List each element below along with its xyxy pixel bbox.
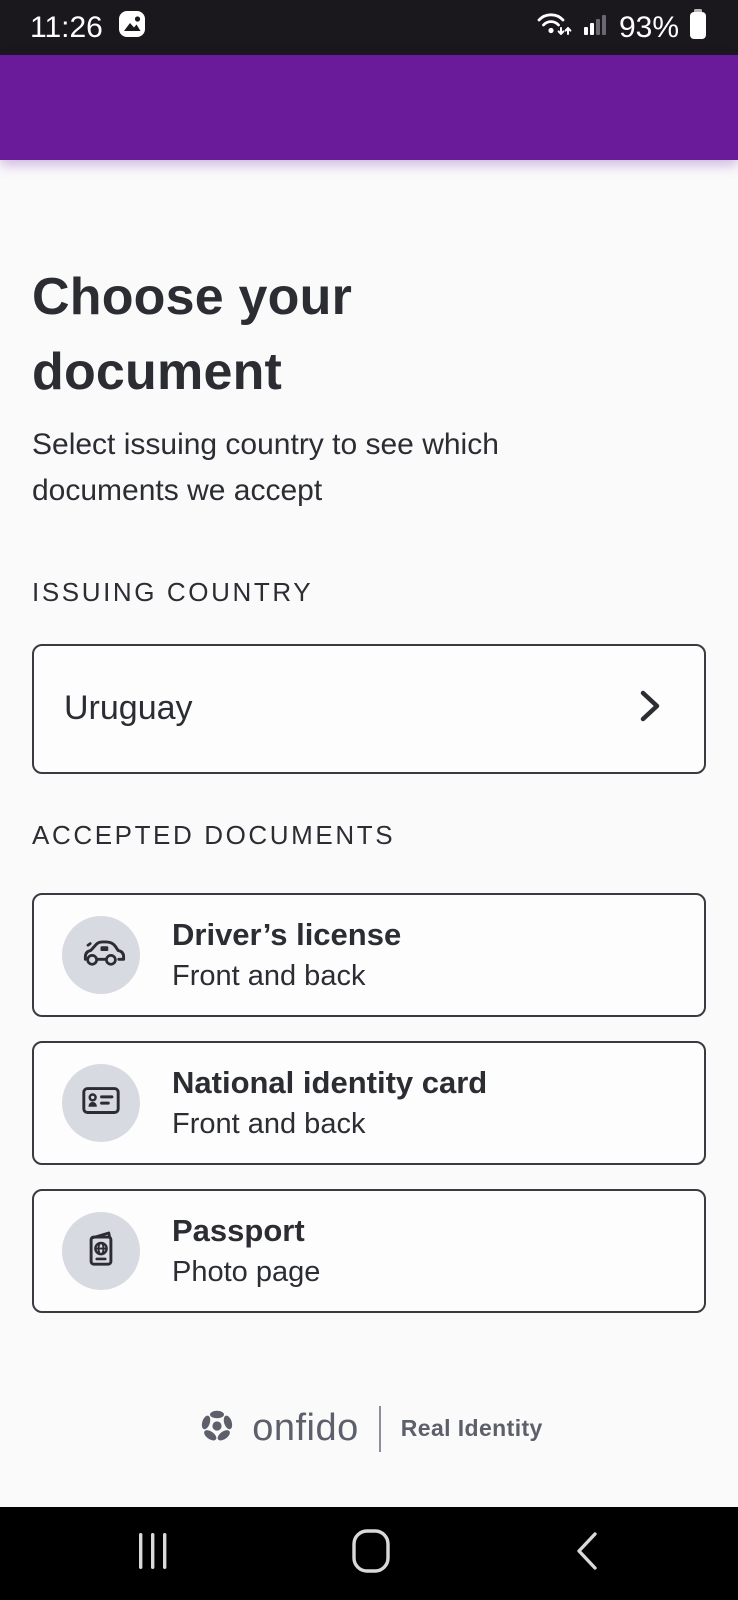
id-card-icon [76,1075,126,1130]
brand-divider [379,1406,381,1452]
recents-icon [138,1531,168,1576]
country-selected-value: Uruguay [64,689,193,728]
status-time: 11:26 [30,10,103,44]
car-icon [76,927,126,982]
doc-subtitle: Front and back [172,959,366,992]
country-selector[interactable] [32,644,706,774]
status-bar-left [30,8,148,48]
home-icon [351,1528,391,1579]
document-option-national-identity-card[interactable] [32,1041,706,1165]
wifi-icon [535,7,575,49]
content-area [0,160,738,1507]
back-button[interactable] [574,1530,600,1577]
cellular-signal-icon [584,11,610,45]
doc-subtitle: Front and back [172,1107,366,1140]
battery-percent: 93% [618,10,679,44]
accepted-documents-label: ACCEPTED DOCUMENTS [32,819,396,850]
page-subtitle: Select issuing country to see which documents we accept [32,427,499,508]
status-bar-right [535,7,708,49]
doc-text [172,1212,320,1290]
doc-title: National identity card [172,1064,488,1100]
back-icon [574,1530,600,1577]
brand-tagline: Real Identity [400,1415,543,1441]
doc-icon-circle [62,1212,140,1290]
page-title: Choose your document [32,268,353,401]
brand-footer [32,1404,706,1453]
doc-icon-circle [62,1064,140,1142]
home-button[interactable] [351,1528,391,1579]
doc-subtitle: Photo page [172,1255,321,1288]
battery-icon [688,7,708,49]
doc-title: Passport [172,1212,305,1248]
doc-icon-circle [62,916,140,994]
doc-title: Driver’s license [172,916,402,952]
recents-button[interactable] [138,1531,168,1576]
passport-icon [76,1223,126,1278]
doc-text [172,1064,487,1142]
issuing-country-label: ISSUING COUNTRY [32,576,314,607]
app-header [0,55,738,160]
status-bar [0,0,738,55]
doc-text [172,916,401,994]
brand-name: onfido [252,1407,359,1449]
onfido-logo-icon [195,1404,239,1453]
chevron-right-icon [638,687,662,730]
document-option-passport[interactable] [32,1189,706,1313]
android-nav-bar [0,1507,738,1600]
document-option-drivers-license[interactable] [32,893,706,1017]
gallery-icon [116,8,148,48]
